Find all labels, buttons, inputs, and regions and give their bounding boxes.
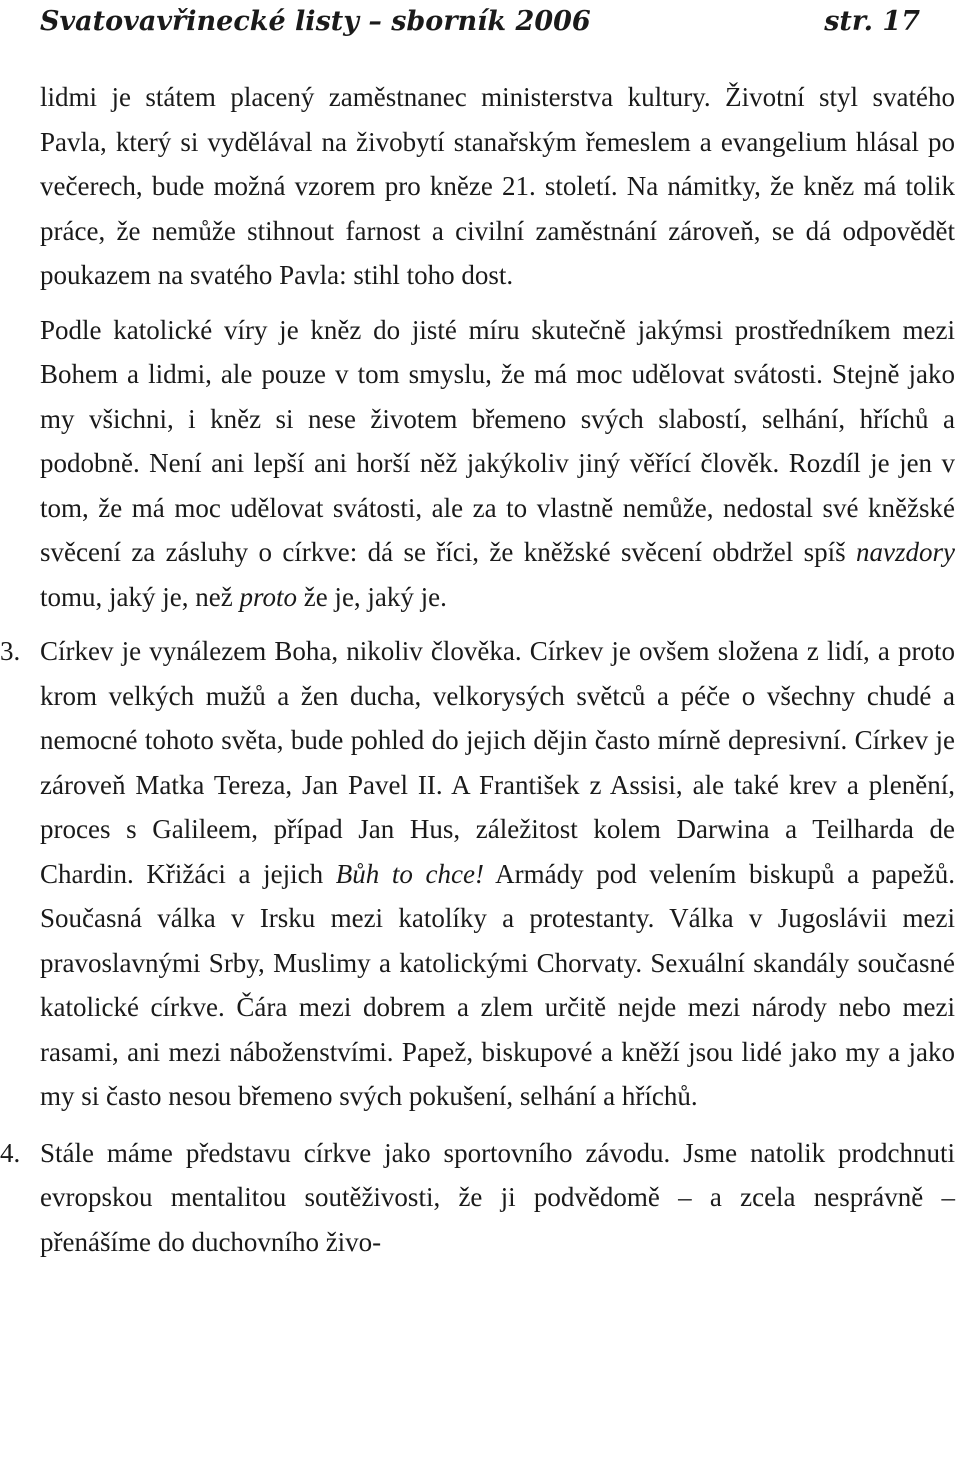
item-text [40, 629, 955, 1119]
numbered-item-4 [0, 1131, 955, 1265]
paragraph-1 [40, 75, 955, 298]
emphasis-proto: proto [239, 581, 297, 612]
item-text-part: Stále máme představu církve jako sportovního závodu. Jsme natolik prodchnuti evropskou mentalitou soutěživosti, že ji podvědomě – a zcela nesprávně – přenášíme do duchovního živo- [40, 1137, 955, 1257]
item-number: 3. [0, 636, 21, 666]
item-text [40, 1131, 955, 1265]
paragraph-2 [40, 308, 955, 620]
document-body [0, 75, 956, 1276]
item-text-part: Armády pod velením biskupů a papežů. Současná válka v Irsku mezi katolíky a protestanty. Válka v Jugoslávii mezi pravoslavnými Srby, Muslimy a katolickými Chorvaty. Sexuální skandály současné katolické církve. Čára mezi dobrem a zlem určitě nejde mezi národy nebo mezi rasami, ani mezi náboženstvími. Papež, biskupové a kněží jsou lidé jako my a jako my si často nesou břemeno svých pokušení, selhání a hříchů. [40, 858, 956, 1111]
page-number: str. 17 [824, 6, 920, 37]
emphasis-navzdory: navzdory [856, 537, 955, 567]
item-number: 4. [0, 1137, 21, 1168]
paragraph-text: že je, jaký je. [296, 581, 447, 612]
publication-title: Svatovavřinecké listy – sborník 2006 [40, 6, 591, 37]
paragraph-text: Podle katolické víry je kněz do jisté míru skutečně jakýmsi prostředníkem mezi Bohem a lidmi, ale pouze v tom smyslu, že má moc udělovat svátosti. Stejně jako my všichni, i kněz si nese životem břemeno svých slabostí, selhání, hříchů a podobně. Není ani lepší ani horší něž jakýkoliv jiný věřící člověk. Rozdíl je jen v tom, že má moc udělovat svátosti, ale za to vlastně nemůže, nedostal své kněžské svěcení za zásluhy o církve: dá se říci, že kněžské svěcení obdržel spíš [40, 314, 955, 567]
emphasis-buh-to-chce: Bůh to chce! [335, 858, 484, 889]
numbered-item-3 [0, 629, 956, 1119]
item-text-part: Církev je vynálezem Boha, nikoliv člověka. Církev je ovšem složena z lidí, a proto krom velkých mužů a žen ducha, velkorysých světců a péče o všechny chudé a nemocné tohoto světa, bude pohled do jejich dějin často mírně depresivní. Církev je zároveň Matka Tereza, Jan Pavel II. A František z Assisi, ale také krev a plenění, proces s Galileem, případ Jan Hus, záležitost kolem Darwina a Teilharda de Chardin. Křižáci a jejich [40, 636, 955, 889]
paragraph-text: lidmi je státem placený zaměstnanec ministerstva kultury. Životní styl svatého Pavla, který si vydělával na živobytí stanařským řemeslem a evangelium hlásal po večerech, bude možná vzorem pro kněze 21. století. Na námitky, že kněz má tolik práce, že nemůže stihnout farnost a civilní zaměstnání zároveň, se dá odpovědět poukazem na svatého Pavla: stihl toho dost. [40, 82, 955, 290]
paragraph-text: tomu, jaký je, než [40, 581, 240, 612]
running-header [40, 2, 920, 42]
